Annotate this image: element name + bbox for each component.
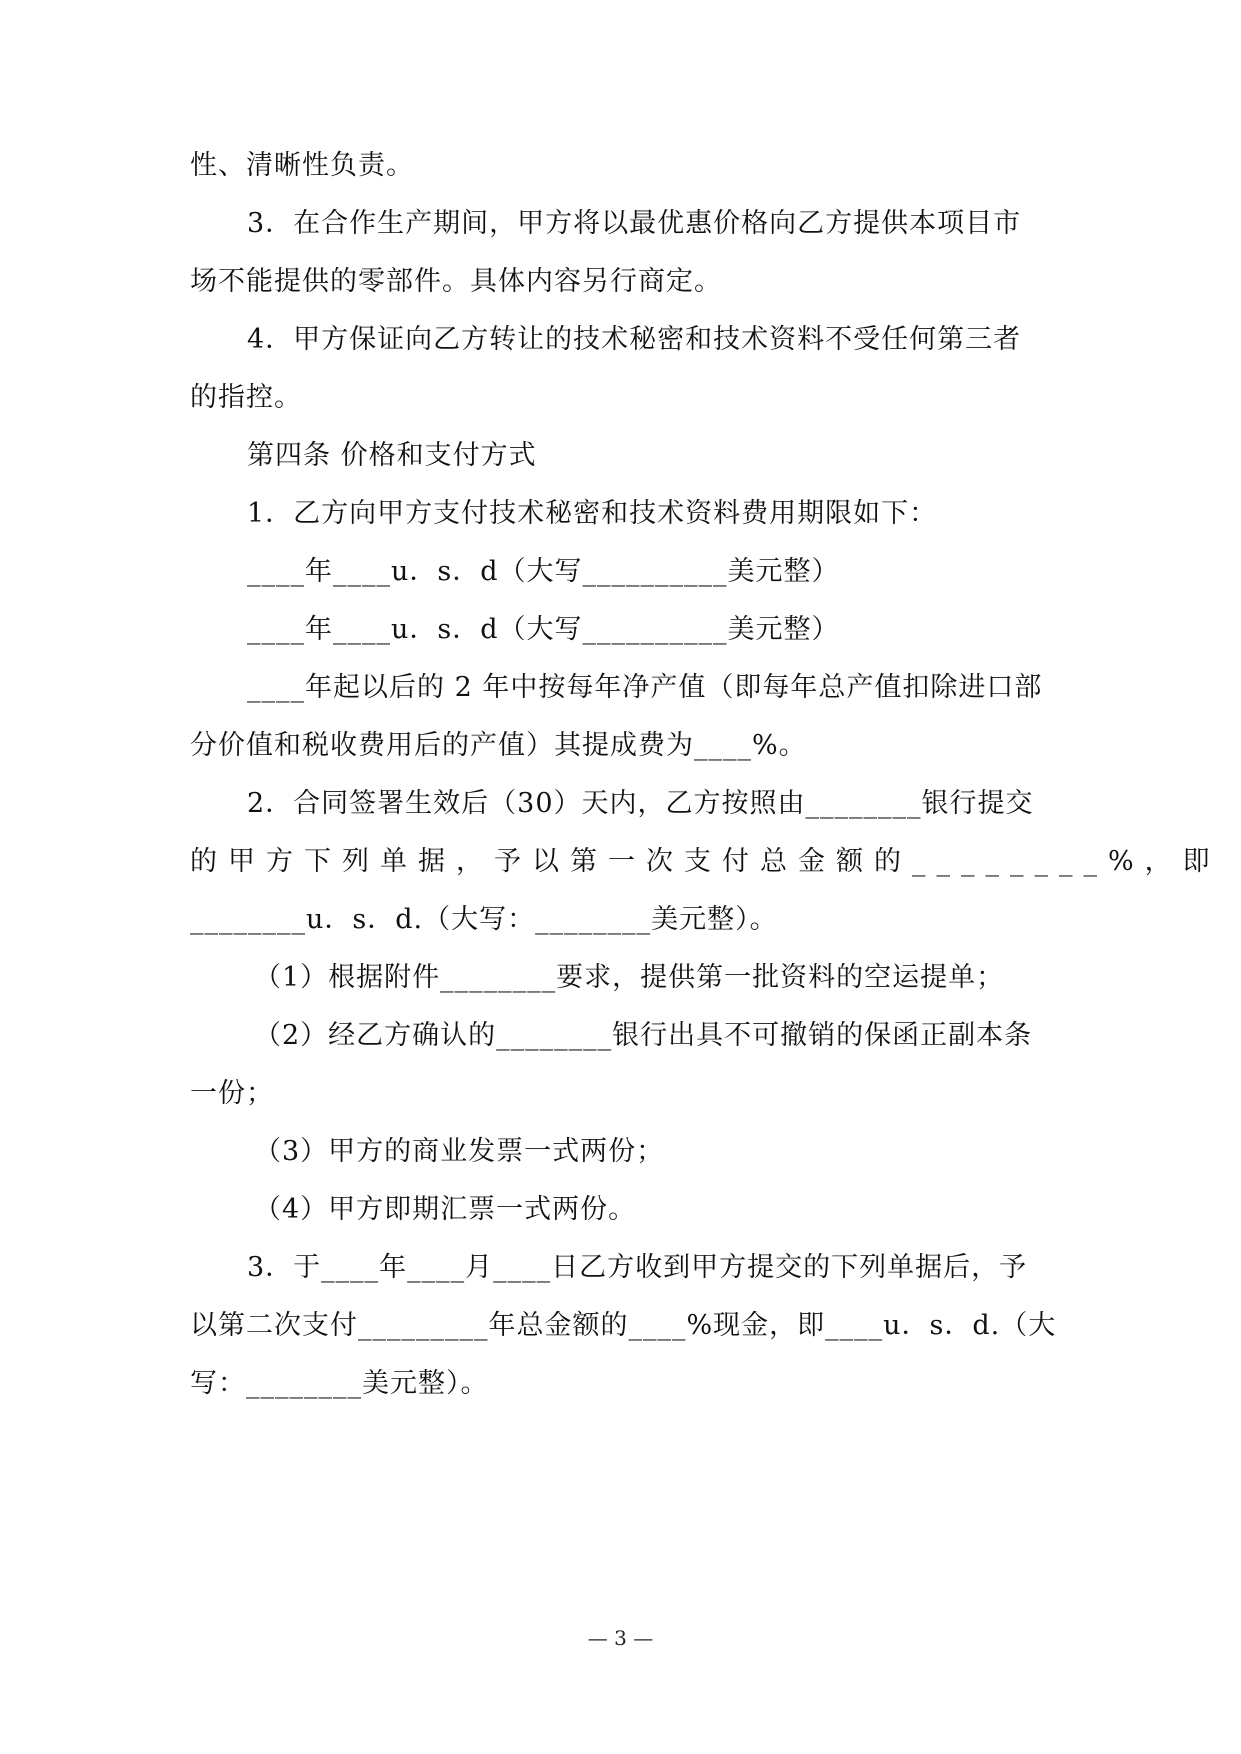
text-line-14: ________u．s．d.（大写：________美元整）。 [190,904,778,935]
text-line-19: （4）甲方即期汇票一式两份。 [254,1194,637,1225]
section-heading: 第四条 价格和支付方式 [247,440,537,471]
text-line-8: ____年____u．s．d（大写__________美元整） [247,556,840,587]
text-line-22: 写：________美元整）。 [190,1368,489,1399]
text-line-9: ____年____u．s．d（大写__________美元整） [247,614,840,645]
page-number: — 3 — [587,1626,654,1650]
text-line-5: 的指控。 [190,382,302,413]
text-line-16: （2）经乙方确认的________银行出具不可撤销的保函正副本条 [254,1020,1033,1051]
text-line-21: 以第二次支付_________年总金额的____%现金，即____u．s．d.（大 [190,1310,1057,1341]
text-line-2: 3．在合作生产期间，甲方将以最优惠价格向乙方提供本项目市 [247,208,1022,239]
text-line-11: 分价值和税收费用后的产值）其提成费为____%。 [190,730,807,761]
text-line-20: 3．于____年____月____日乙方收到甲方提交的下列单据后，予 [247,1252,1028,1283]
text-line-13: 的甲方下列单据，予以第一次支付总金额的________%，即 [190,846,1221,877]
text-line-7: 1．乙方向甲方支付技术秘密和技术资料费用期限如下： [247,498,938,529]
text-line-15: （1）根据附件________要求，提供第一批资料的空运提单； [254,962,1005,993]
text-line-17: 一份； [190,1078,274,1109]
text-line-4: 4．甲方保证向乙方转让的技术秘密和技术资料不受任何第三者 [247,324,1022,355]
text-line-10: ____年起以后的 2 年中按每年净产值（即每年总产值扣除进口部 [247,672,1043,703]
text-line-1: 性、清晰性负责。 [190,150,414,181]
text-line-12: 2．合同签署生效后（30）天内，乙方按照由________银行提交 [247,788,1034,819]
text-line-18: （3）甲方的商业发票一式两份； [254,1136,665,1167]
text-line-3: 场不能提供的零部件。具体内容另行商定。 [190,266,722,297]
